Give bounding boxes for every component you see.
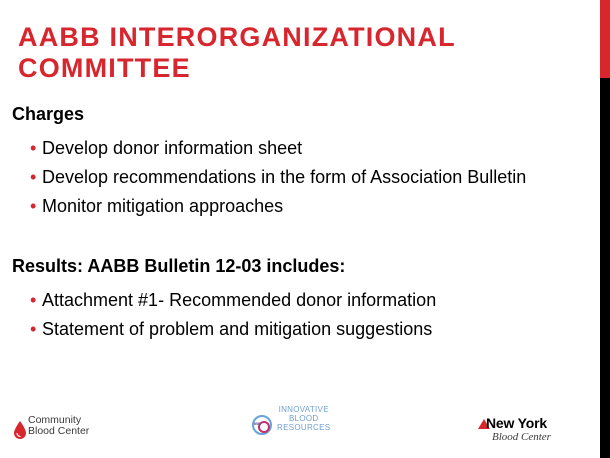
bullet-dot-icon: •: [30, 319, 37, 339]
section-heading-results: Results: AABB Bulletin 12-03 includes:: [12, 256, 346, 276]
charges-list: [30, 137, 575, 224]
list-item: [30, 318, 575, 340]
ibr-emblem-text: IBR: [254, 421, 261, 426]
list-item-text: Monitor mitigation approaches: [42, 196, 284, 216]
footer-logos: [0, 405, 600, 458]
results-list: [30, 289, 575, 347]
list-item-text: Attachment #1- Recommended donor information: [42, 290, 437, 310]
ibr-line-1: INNOVATIVE: [278, 405, 329, 414]
cbc-line-2: Blood Center: [28, 425, 90, 437]
bullet-dot-icon: •: [30, 290, 37, 310]
blood-drop-icon: [14, 421, 26, 439]
cbc-line-1: Community: [28, 414, 82, 426]
list-item: [30, 166, 575, 188]
cbc-wordmark: [28, 415, 89, 437]
nybc-line-1: New York: [486, 415, 547, 431]
ibr-wordmark: [277, 405, 330, 432]
bullet-dot-icon: •: [30, 196, 37, 216]
right-edge-red-bar: [600, 0, 610, 78]
nybc-line-2: Blood Center: [492, 431, 551, 443]
innovative-blood-resources-logo: [252, 405, 362, 450]
section-heading-charges: Charges: [12, 104, 85, 124]
list-item-text: Statement of problem and mitigation suggestions: [42, 319, 433, 339]
slide-title: AABB INTERORGANIZATIONAL COMMITTEE: [18, 22, 456, 83]
list-item-text: Develop donor information sheet: [42, 138, 303, 158]
ibr-line-2: BLOOD: [288, 414, 319, 423]
bullet-dot-icon: •: [30, 138, 37, 158]
list-item-text: Develop recommendations in the form of Association Bulletin: [42, 167, 527, 187]
bullet-dot-icon: •: [30, 167, 37, 187]
list-item: [30, 195, 575, 217]
community-blood-center-logo: [8, 405, 128, 450]
ibr-line-3: RESOURCES: [277, 423, 331, 432]
new-york-blood-center-logo: [478, 405, 588, 450]
list-item: [30, 137, 575, 159]
right-edge-black-bar: [600, 78, 610, 458]
list-item: [30, 289, 575, 311]
